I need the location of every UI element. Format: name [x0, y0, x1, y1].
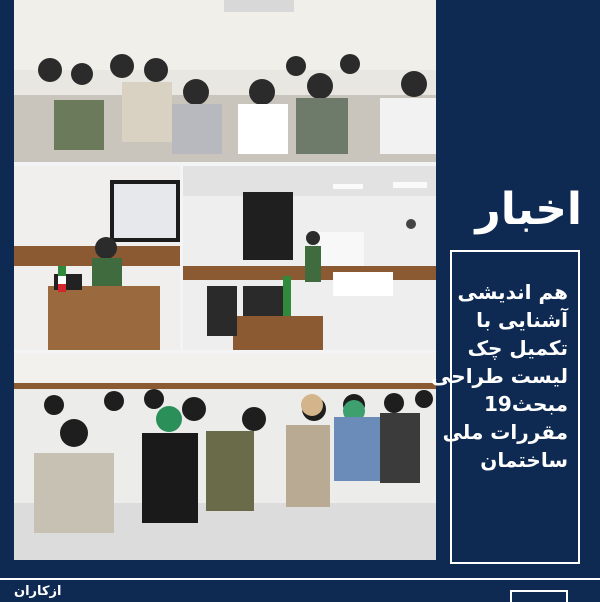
speaker-desk-photo — [14, 166, 180, 350]
audience-photo-top — [14, 0, 436, 162]
photo-collage — [14, 0, 436, 560]
headline-line: مقررات ملی — [442, 420, 568, 444]
headline-box — [431, 250, 580, 564]
presenter-screen-photo — [183, 166, 436, 350]
headline-panel — [431, 0, 600, 578]
headline-line: آشنایی با — [476, 308, 568, 332]
audience-photo-bottom — [14, 353, 436, 560]
footer-logo-box — [510, 590, 568, 602]
headline-line: تکمیل چک — [467, 336, 568, 360]
headline-line: ساختمان — [480, 448, 568, 472]
headline-line: مبحث19 — [484, 392, 568, 416]
footer-text: ازکاران — [14, 584, 62, 599]
headline-line: لیست طراحی — [431, 364, 568, 388]
headline-line: هم اندیشی — [457, 280, 568, 304]
footer-bar — [0, 578, 600, 600]
category-title: اخبار — [475, 184, 582, 235]
